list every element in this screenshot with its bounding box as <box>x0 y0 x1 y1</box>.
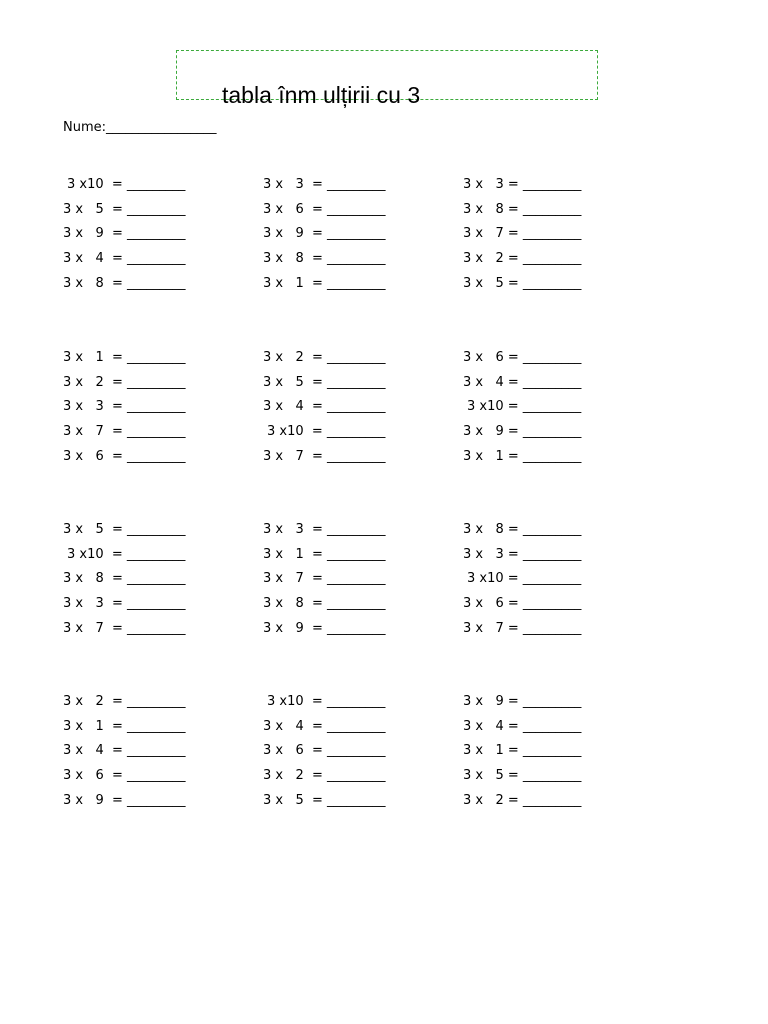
exercise-line: 3 x 8 = _________ <box>63 571 186 587</box>
exercise-line: 3 x 1 = _________ <box>63 718 186 734</box>
exercise-line: 3 x10 = _________ <box>67 177 186 192</box>
exercise-line: 3 x 7 = _________ <box>463 226 582 242</box>
exercise-line: 3 x 1 = _________ <box>63 350 186 365</box>
exercise-line: 3 x 5 = _________ <box>63 201 186 217</box>
exercise-line: 3 x 4 = _________ <box>63 251 186 267</box>
exercise-line: 3 x 7 = _________ <box>263 571 386 587</box>
exercise-line: 3 x 3 = _________ <box>463 546 582 562</box>
name-field-label: Nume:_________________ <box>63 120 217 135</box>
exercise-line: 3 x 7 = _________ <box>63 424 186 440</box>
exercise-line: 3 x 9 = _________ <box>263 226 386 242</box>
exercise-line: 3 x 1 = _________ <box>263 275 386 291</box>
exercise-line: 3 x 5 = _________ <box>463 768 582 784</box>
exercise-line: 3 x 9 = _________ <box>463 424 582 440</box>
exercise-line: 3 x 2 = _________ <box>63 374 186 390</box>
page-title: tabla înm ulțirii cu 3 <box>222 82 421 108</box>
exercise-line: 3 x 2 = _________ <box>63 694 186 709</box>
exercise-line: 3 x 2 = _________ <box>263 350 386 365</box>
exercise-line: 3 x 6 = _________ <box>463 350 582 365</box>
exercise-line: 3 x 4 = _________ <box>263 399 386 415</box>
exercise-line: 3 x 3 = _________ <box>263 177 386 192</box>
exercise-line: 3 x 5 = _________ <box>263 792 386 808</box>
exercise-line: 3 x10 = _________ <box>267 424 386 440</box>
exercise-line: 3 x 6 = _________ <box>263 743 386 759</box>
exercise-line: 3 x 4 = _________ <box>63 743 186 759</box>
exercise-line: 3 x 7 = _________ <box>463 620 582 636</box>
exercise-line: 3 x 3 = _________ <box>263 522 386 537</box>
exercise-line: 3 x 2 = _________ <box>263 768 386 784</box>
exercise-line: 3 x 9 = _________ <box>63 226 186 242</box>
exercise-line: 3 x 3 = _________ <box>63 399 186 415</box>
exercise-line: 3 x10 = _________ <box>467 399 582 415</box>
exercise-line: 3 x 5 = _________ <box>463 275 582 291</box>
exercise-line: 3 x 7 = _________ <box>63 620 186 636</box>
exercise-line: 3 x 4 = _________ <box>263 718 386 734</box>
exercise-line: 3 x 8 = _________ <box>263 596 386 612</box>
exercise-line: 3 x 2 = _________ <box>463 792 582 808</box>
exercise-line: 3 x 9 = _________ <box>63 792 186 808</box>
exercise-line: 3 x 9 = _________ <box>463 694 582 709</box>
exercise-line: 3 x 8 = _________ <box>463 522 582 537</box>
exercise-line: 3 x 7 = _________ <box>263 448 386 464</box>
exercise-line: 3 x 8 = _________ <box>463 201 582 217</box>
exercise-line: 3 x 8 = _________ <box>263 251 386 267</box>
exercise-line: 3 x10 = _________ <box>267 694 386 709</box>
exercise-line: 3 x 3 = _________ <box>63 596 186 612</box>
exercise-line: 3 x 9 = _________ <box>263 620 386 636</box>
exercise-line: 3 x 4 = _________ <box>463 718 582 734</box>
exercise-line: 3 x 1 = _________ <box>263 546 386 562</box>
exercise-line: 3 x 6 = _________ <box>63 448 186 464</box>
exercise-line: 3 x 6 = _________ <box>63 768 186 784</box>
exercise-line: 3 x 1 = _________ <box>463 743 582 759</box>
exercise-line: 3 x 6 = _________ <box>263 201 386 217</box>
exercise-line: 3 x 1 = _________ <box>463 448 582 464</box>
exercise-line: 3 x 3 = _________ <box>463 177 582 192</box>
exercise-line: 3 x 8 = _________ <box>63 275 186 291</box>
exercise-line: 3 x 6 = _________ <box>463 596 582 612</box>
exercise-line: 3 x10 = _________ <box>467 571 582 587</box>
exercise-line: 3 x 5 = _________ <box>263 374 386 390</box>
exercise-line: 3 x 2 = _________ <box>463 251 582 267</box>
exercise-line: 3 x 5 = _________ <box>63 522 186 537</box>
exercise-line: 3 x10 = _________ <box>67 546 186 562</box>
exercise-line: 3 x 4 = _________ <box>463 374 582 390</box>
